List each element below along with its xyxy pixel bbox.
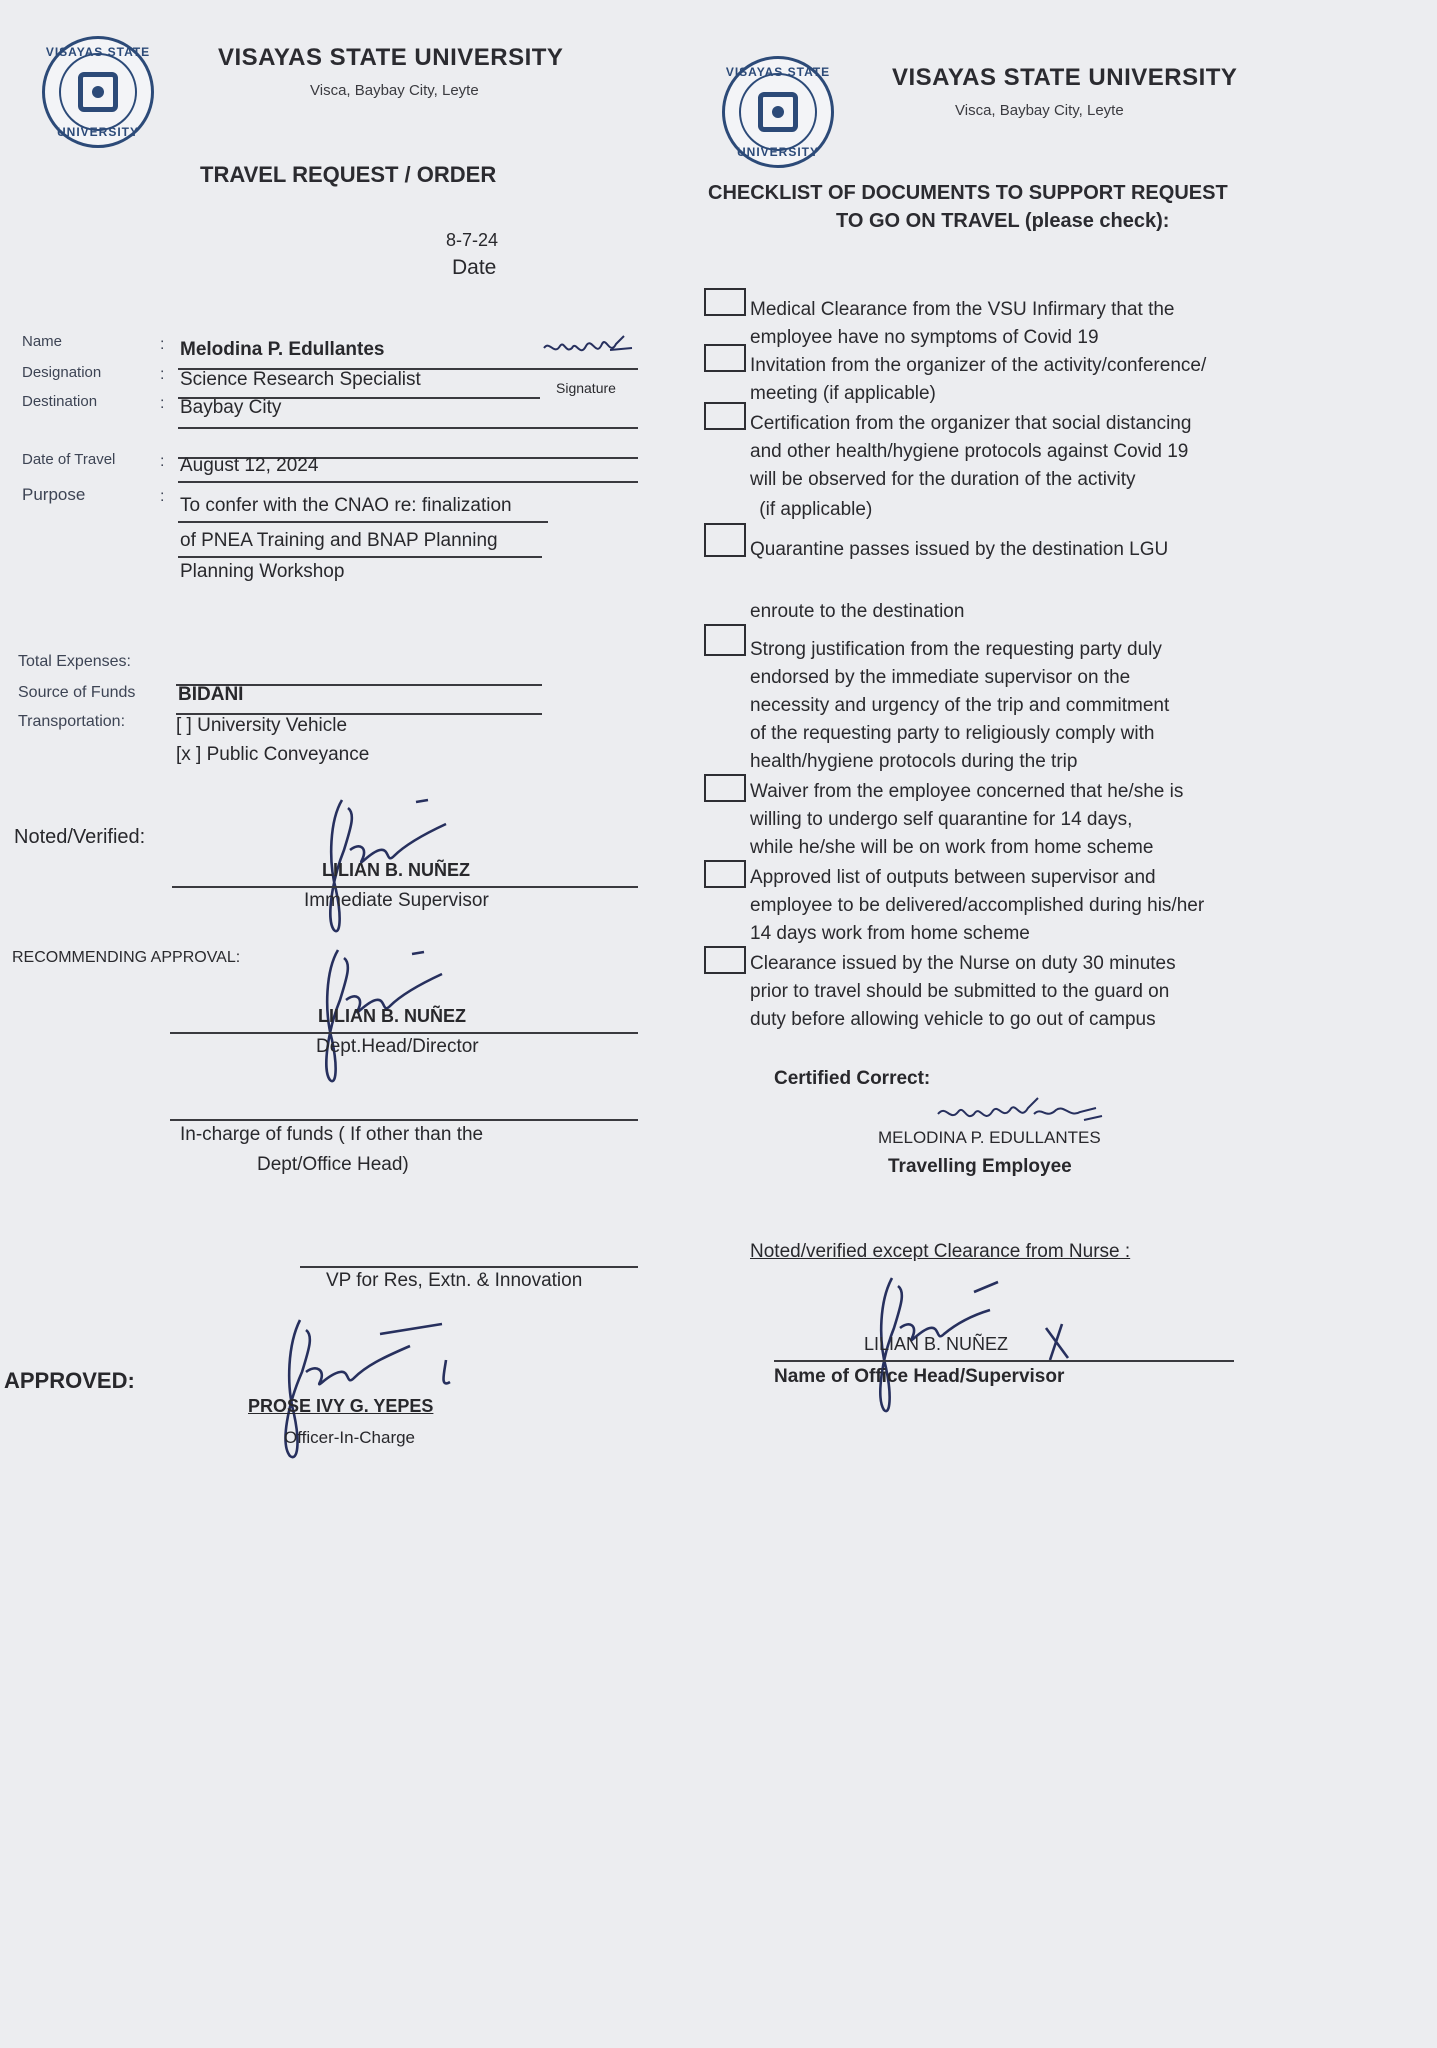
transport-option-public-conveyance: [x ] Public Conveyance: [176, 744, 370, 765]
checklist-text: Quarantine passes issued by the destination LGU: [750, 539, 1169, 560]
employee-signature-small: [540, 334, 640, 374]
date-value: 8-7-24: [446, 230, 499, 250]
recommending-name: LILIAN B. NUÑEZ: [318, 1006, 466, 1026]
employee-title: Travelling Employee: [888, 1156, 1072, 1177]
office-head-name: LILIAN B. NUÑEZ: [864, 1334, 1009, 1354]
destination-label: Destination: [22, 393, 98, 410]
purpose-underline-1: [178, 521, 548, 523]
noted-verified-label: Noted/Verified:: [14, 826, 146, 848]
checklist-text: while he/she will be on work from home scheme: [750, 837, 1154, 858]
checklist-text: Medical Clearance from the VSU Infirmary that the: [750, 299, 1175, 320]
checklist-checkbox-waiver[interactable]: [704, 774, 746, 802]
colon: :: [160, 395, 165, 412]
transport-option-university-vehicle: [ ] University Vehicle: [176, 715, 348, 736]
recommending-title: Dept.Head/Director: [316, 1036, 479, 1057]
noted-title: Immediate Supervisor: [304, 890, 489, 911]
date-of-travel-value: August 12, 2024: [180, 455, 319, 476]
checklist-checkbox-nurse-clearance[interactable]: [704, 946, 746, 974]
checklist-text: enroute to the destination: [750, 601, 965, 622]
certified-correct-label: Certified Correct:: [774, 1068, 931, 1089]
source-of-funds-label: Source of Funds: [18, 684, 136, 701]
form-title: TRAVEL REQUEST / ORDER: [200, 162, 497, 187]
seal-bottom-text: UNIVERSITY: [736, 145, 819, 159]
seal-top-text: VISAYAS STATE: [725, 65, 831, 79]
seal-center: [772, 106, 784, 118]
checklist-checkbox-justification[interactable]: [704, 624, 746, 656]
colon: :: [160, 488, 165, 505]
transportation-label: Transportation:: [18, 713, 126, 730]
seal-bottom-text: UNIVERSITY: [56, 125, 139, 139]
office-head-signature-line: [774, 1360, 1234, 1362]
recommending-approval-label: RECOMMENDING APPROVAL:: [12, 949, 241, 966]
checklist-text: willing to undergo self quarantine for 14 days,: [750, 809, 1133, 830]
checklist-title-line-2: TO GO ON TRAVEL (please check):: [836, 210, 1170, 232]
date-of-travel-underline: [178, 481, 638, 483]
checklist-text: endorsed by the immediate supervisor on the: [750, 667, 1131, 688]
checklist-text: Invitation from the organizer of the activity/conference/: [750, 355, 1207, 376]
university-name-left: VISAYAS STATE UNIVERSITY: [218, 44, 564, 71]
checklist-text: Strong justification from the requesting party duly: [750, 639, 1162, 660]
vp-title: VP for Res, Extn. & Innovation: [326, 1270, 583, 1291]
destination-value: Baybay City: [180, 397, 282, 418]
purpose-underline-2: [178, 556, 542, 558]
checklist-text: Approved list of outputs between supervisor and: [750, 867, 1156, 888]
checklist-text: employee to be delivered/accomplished during his/her: [750, 895, 1205, 916]
approved-title: Officer-In-Charge: [284, 1428, 416, 1447]
recommending-signature-line: [170, 1032, 638, 1034]
checklist-text: 14 days work from home scheme: [750, 923, 1030, 944]
noted-signature-line: [172, 886, 638, 888]
university-address-left: Visca, Baybay City, Leyte: [310, 82, 479, 99]
destination-underline: [178, 427, 638, 429]
checklist-text: of the requesting party to religiously comply with: [750, 723, 1155, 744]
funds-signature-line: [170, 1119, 638, 1121]
date-label: Date: [452, 256, 497, 279]
colon: :: [160, 453, 165, 470]
checklist-text: Certification from the organizer that social distancing: [750, 413, 1192, 434]
checklist-text: meeting (if applicable): [750, 383, 936, 404]
purpose-line-3: Planning Workshop: [180, 561, 345, 582]
purpose-line-2: of PNEA Training and BNAP Planning: [180, 530, 498, 551]
total-expenses-label: Total Expenses:: [18, 653, 131, 670]
seal-center: [92, 86, 104, 98]
funds-title-line-1: In-charge of funds ( If other than the: [180, 1124, 484, 1145]
checklist-text: employee have no symptoms of Covid 19: [750, 327, 1099, 348]
checklist-text: Clearance issued by the Nurse on duty 30 minutes: [750, 953, 1176, 974]
office-head-title: Name of Office Head/Supervisor: [774, 1366, 1065, 1387]
employee-name: MELODINA P. EDULLANTES: [878, 1128, 1101, 1147]
checklist-checkbox-invitation[interactable]: [704, 344, 746, 372]
checklist-checkbox-quarantine-passes[interactable]: [704, 523, 746, 557]
noted-except-label: Noted/verified except Clearance from Nurse :: [750, 1241, 1131, 1262]
purpose-line-1: To confer with the CNAO re: finalization: [180, 495, 512, 516]
checklist-text: prior to travel should be submitted to the guard on: [750, 981, 1170, 1002]
name-value: Melodina P. Edullantes: [180, 339, 385, 360]
date-of-travel-label: Date of Travel: [22, 451, 116, 468]
funds-title-line-2: Dept/Office Head): [257, 1154, 409, 1175]
vp-signature-line: [300, 1266, 638, 1268]
checklist-text: necessity and urgency of the trip and commitment: [750, 695, 1170, 716]
purpose-label: Purpose: [22, 485, 86, 504]
colon: :: [160, 336, 165, 353]
designation-value: Science Research Specialist: [180, 369, 421, 390]
name-label: Name: [22, 333, 63, 350]
checklist-text: (if applicable): [754, 499, 873, 520]
university-seal-left: [42, 36, 154, 148]
noted-name: LILIAN B. NUÑEZ: [322, 860, 470, 880]
designation-label: Designation: [22, 364, 102, 381]
checklist-text: duty before allowing vehicle to go out of campus: [750, 1009, 1156, 1030]
seal-top-text: VISAYAS STATE: [45, 45, 151, 59]
approved-label: APPROVED:: [4, 1368, 135, 1393]
university-address-right: Visca, Baybay City, Leyte: [955, 102, 1124, 119]
checklist-text: and other health/hygiene protocols against Covid 19: [750, 441, 1189, 462]
source-of-funds-value: BIDANI: [178, 684, 244, 705]
university-seal-right: [722, 56, 834, 168]
checklist-text: health/hygiene protocols during the trip: [750, 751, 1078, 772]
checklist-text: will be observed for the duration of the activity: [750, 469, 1136, 490]
signature-label: Signature: [556, 380, 616, 396]
checklist-checkbox-certification[interactable]: [704, 402, 746, 430]
colon: :: [160, 366, 165, 383]
checklist-checkbox-approved-outputs[interactable]: [704, 860, 746, 888]
checklist-text: Waiver from the employee concerned that he/she is: [750, 781, 1184, 802]
checklist-checkbox-medical-clearance[interactable]: [704, 288, 746, 316]
approved-name: PROSE IVY G. YEPES: [248, 1396, 434, 1416]
university-name-right: VISAYAS STATE UNIVERSITY: [892, 64, 1238, 91]
checklist-title-line-1: CHECKLIST OF DOCUMENTS TO SUPPORT REQUEST: [708, 182, 1228, 204]
